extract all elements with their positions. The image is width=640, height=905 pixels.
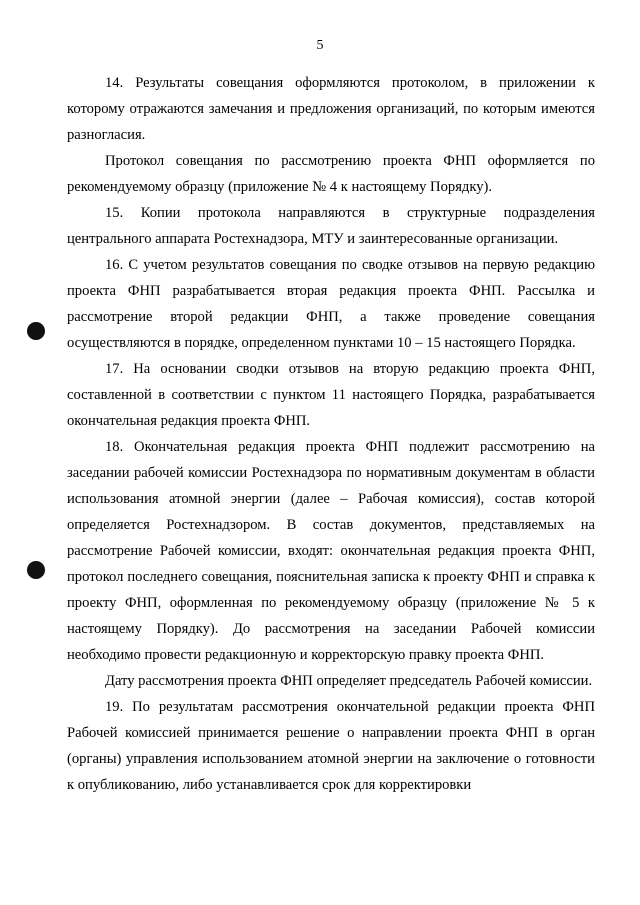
- paragraph-18-date: Дату рассмотрения проекта ФНП определяет председатель Рабочей комиссии.: [105, 673, 593, 689]
- paragraph-18: 18. Окончательная редакция проекта ФНП подлежит рассмотрению на заседании рабочей комиссии Ростехнадзора по нормативным документам в области использования атомной энергии (далее – Рабочая комиссия), состав которой определяется Ростехнадзором. В состав документов, представляемых на рассмотрение Рабочей комиссии, входят: окончательная редакция проекта ФНП, протокол последнего совещания, пояснительная записка к проекту ФНП и справка к проекту ФНП, оформленная по рекомендуемому образцу (приложение № 5 к настоящему Порядку). До рассмотрения на заседании Рабочей комиссии необходимо провести редакционную и корректорскую правку проекта ФНП.: [67, 439, 595, 663]
- paragraph-17: 17. На основании сводки отзывов на вторую редакцию проекта ФНП, составленной в соответствии с пунктом 11 настоящего Порядка, разрабатывается окончательная редакция проекта ФНП.: [67, 361, 595, 429]
- document-body: [67, 70, 595, 798]
- punch-hole-bottom: [27, 561, 45, 579]
- page-number: 5: [316, 38, 324, 53]
- paragraph-14-protocol: Протокол совещания по рассмотрению проекта ФНП оформляется по рекомендуемому образцу (приложение № 4 к настоящему Порядку).: [67, 153, 595, 195]
- paragraph-19: 19. По результатам рассмотрения окончательной редакции проекта ФНП Рабочей комиссией принимается решение о направлении проекта ФНП в орган (органы) управления использованием атомной энергии на заключение о готовности к опубликованию, либо устанавливается срок для корректировки: [67, 699, 595, 793]
- punch-hole-top: [27, 322, 45, 340]
- paragraph-14: 14. Результаты совещания оформляются протоколом, в приложении к которому отражаются замечания и предложения организаций, по которым имеются разногласия.: [67, 75, 595, 143]
- paragraph-15: 15. Копии протокола направляются в структурные подразделения центрального аппарата Ростехнадзора, МТУ и заинтересованные организации.: [67, 205, 595, 247]
- paragraph-16: 16. С учетом результатов совещания по сводке отзывов на первую редакцию проекта ФНП разрабатывается вторая редакция проекта ФНП. Рассылка и рассмотрение второй редакции ФНП, а также проведение совещания осуществляются в порядке, определенном пунктами 10 – 15 настоящего Порядка.: [67, 257, 595, 351]
